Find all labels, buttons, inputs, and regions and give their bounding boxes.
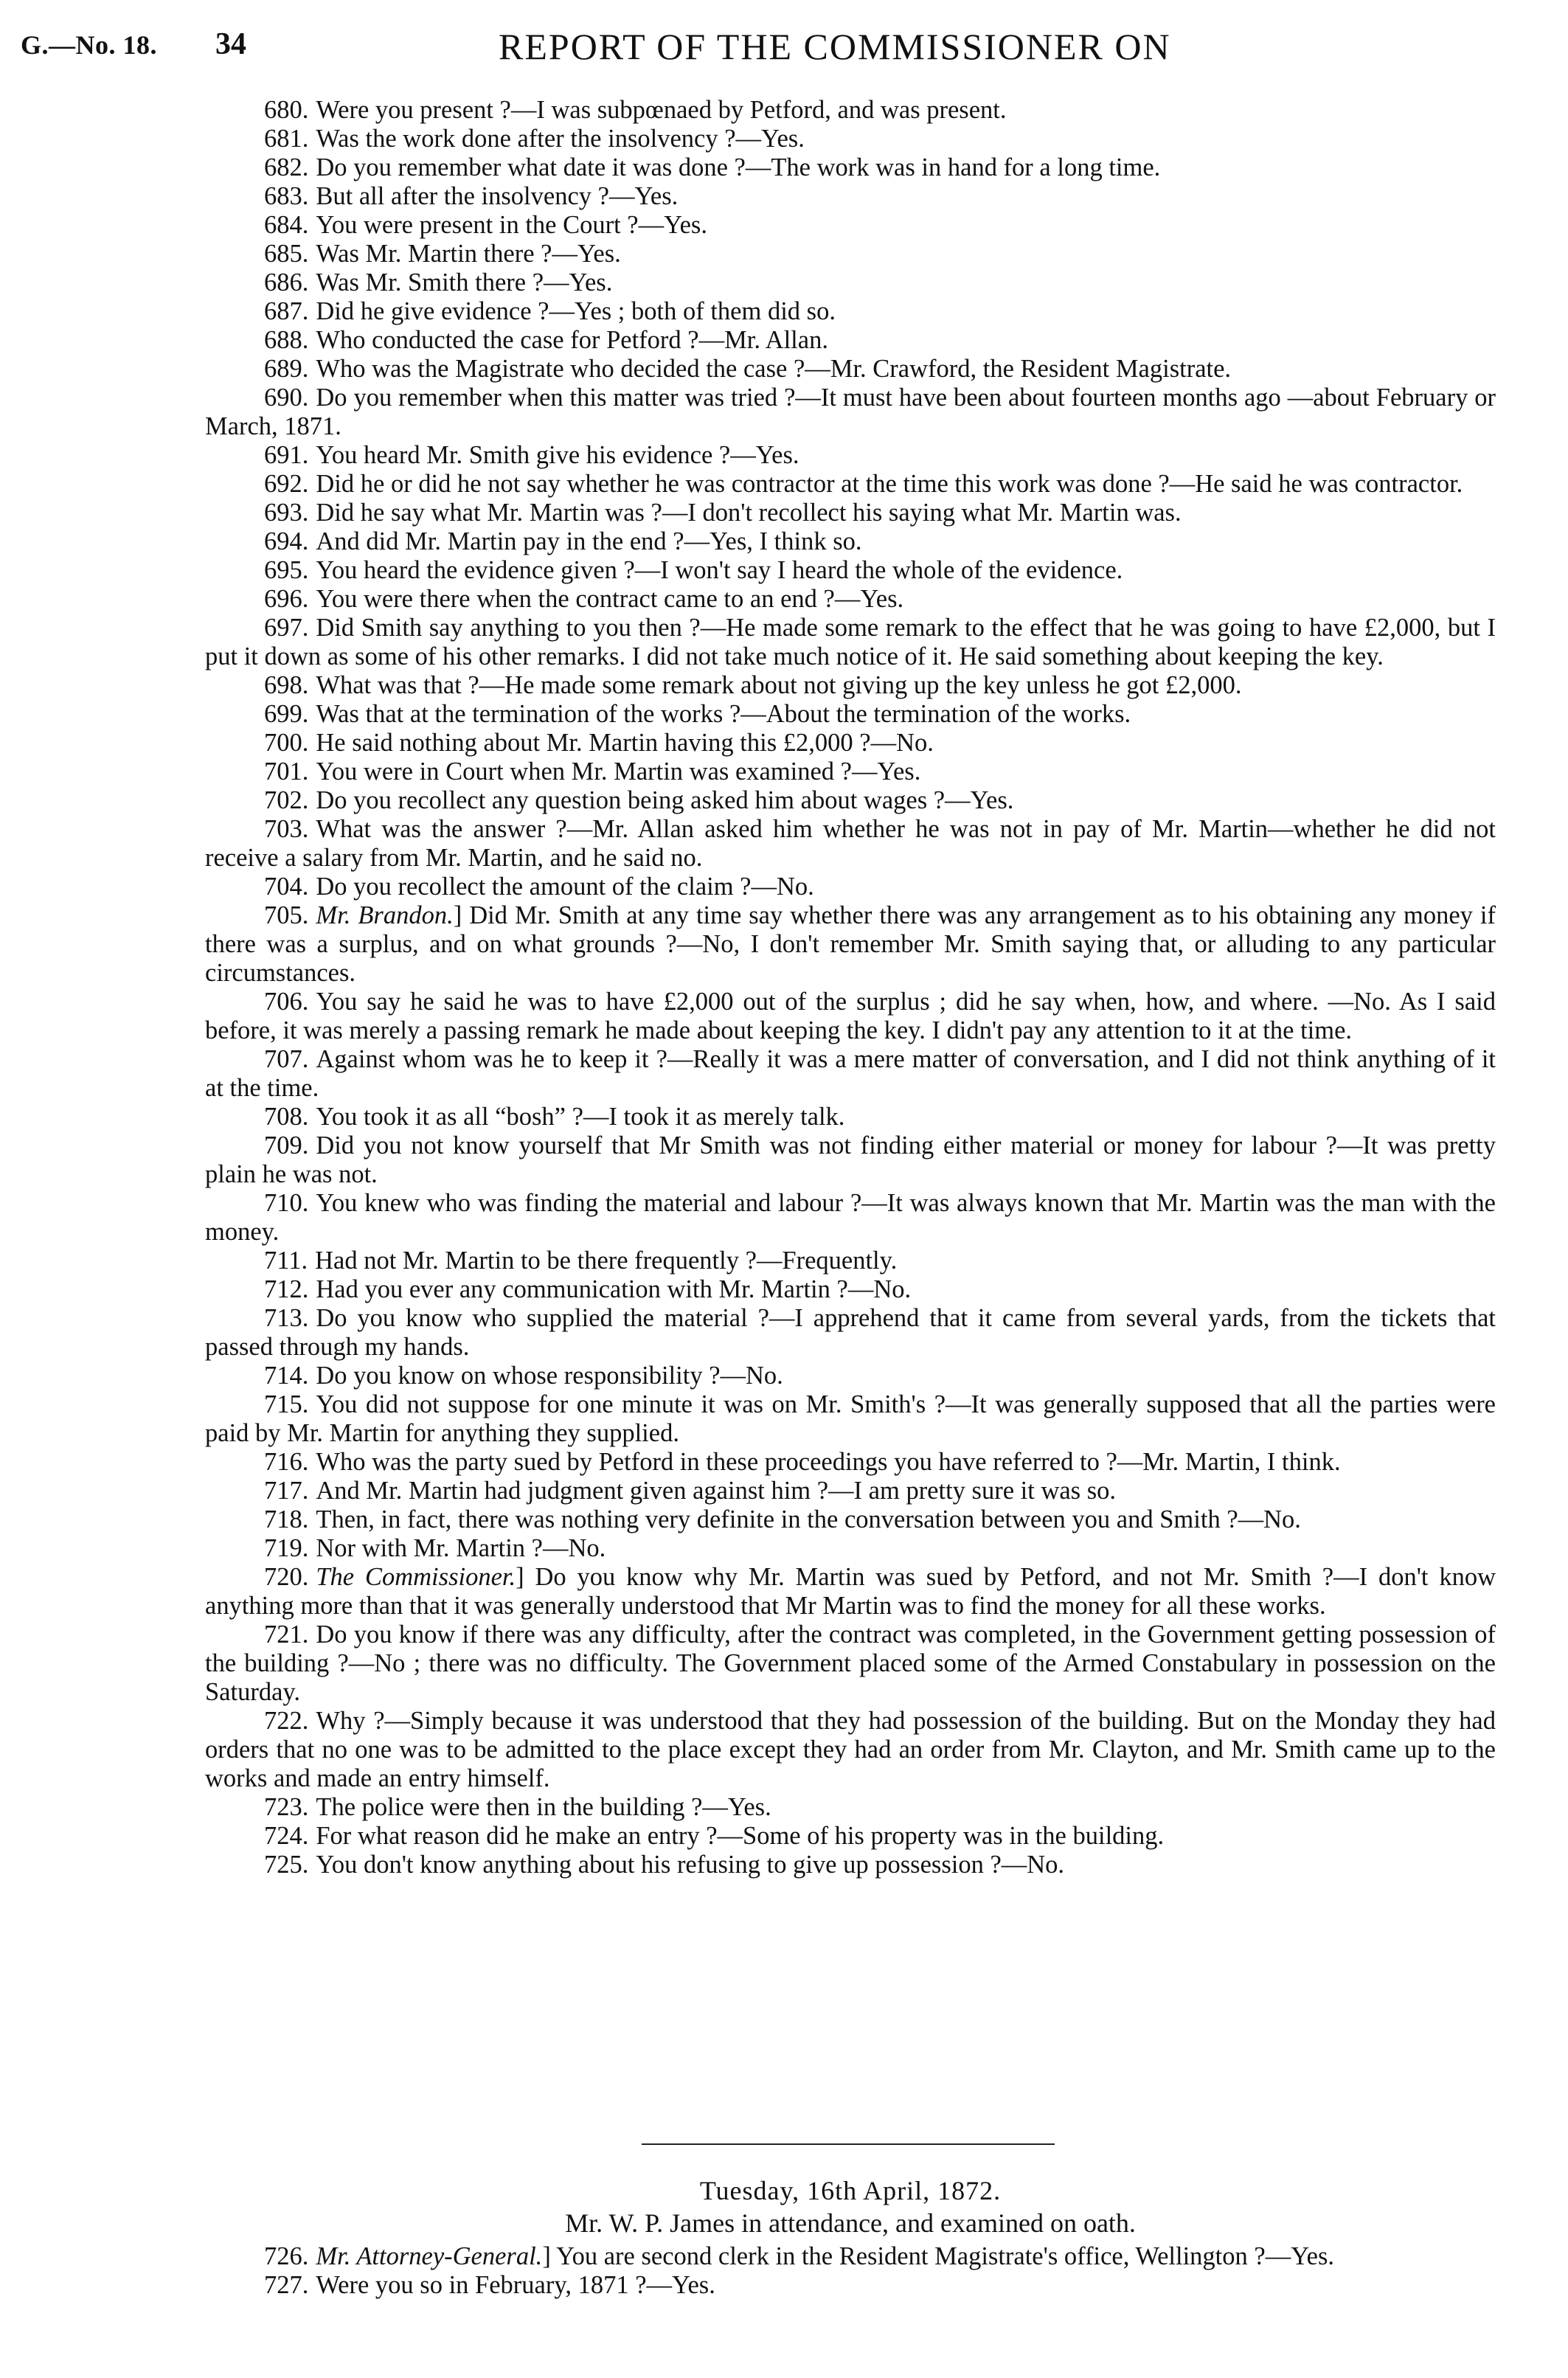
question-number: 684. (264, 211, 309, 239)
question-number: 692. (264, 470, 309, 498)
qa-text: Were you present ?—I was subpœnaed by Petford, and was present. (316, 96, 1007, 124)
qa-item (205, 786, 1496, 815)
qa-text: You are second clerk in the Resident Magistrate's office, Wellington ?—Yes. (556, 2242, 1335, 2270)
qa-item (205, 614, 1496, 671)
qa-text: Do you remember what date it was done ?—The work was in hand for a long time. (316, 153, 1161, 181)
qa-text: Was that at the termination of the works ?—About the termination of the works. (316, 700, 1131, 728)
qa-text: What was that ?—He made some remark about not giving up the key unless he got £2,000. (316, 671, 1242, 699)
question-number: 691. (264, 441, 309, 469)
question-number: 702. (264, 786, 309, 814)
qa-text: Was the work done after the insolvency ?—Yes. (316, 125, 805, 153)
question-number: 706. (264, 988, 309, 1016)
qa-item (205, 125, 1496, 153)
qa-text: You heard the evidence given ?—I won't say I heard the whole of the evidence. (316, 556, 1123, 584)
question-number: 716. (264, 1448, 309, 1476)
qa-text: Did he or did he not say whether he was contractor at the time this work was done ?—He said he was contractor. (316, 470, 1463, 498)
question-number: 711. (264, 1247, 308, 1275)
question-number: 707. (264, 1045, 309, 1073)
qa-text: Was Mr. Martin there ?—Yes. (316, 240, 621, 268)
question-number: 713. (264, 1304, 309, 1332)
question-number: 696. (264, 585, 309, 613)
question-number: 695. (264, 556, 309, 584)
qa-text: Do you know who supplied the material ?—I apprehend that it came from several yards, from the tickets that passed through my hands. (205, 1304, 1496, 1361)
paper-reference: G.—No. 18. (21, 30, 157, 60)
qa-item (205, 1822, 1496, 1851)
qa-text: Against whom was he to keep it ?—Really it was a mere matter of conversation, and I did not think anything of it at the time. (205, 1045, 1496, 1102)
qa-text: You were in Court when Mr. Martin was examined ?—Yes. (316, 758, 921, 786)
qa-item (205, 470, 1496, 499)
qa-text: Who was the party sued by Petford in these proceedings you have referred to ?—Mr. Martin, I think. (316, 1448, 1341, 1476)
speaker-label: The Commissioner. (316, 1563, 516, 1591)
qa-text: And did Mr. Martin pay in the end ?—Yes, I think so. (316, 527, 862, 555)
question-number: 680. (264, 96, 309, 124)
question-number: 690. (264, 384, 309, 412)
attendance-line: Mr. W. P. James in attendance, and examined on oath. (565, 2208, 1136, 2238)
qa-item (205, 268, 1496, 297)
qa-item (205, 1275, 1496, 1304)
qa-item (205, 240, 1496, 268)
question-number: 709. (264, 1131, 309, 1159)
qa-text: What was the answer ?—Mr. Allan asked him whether he was not in pay of Mr. Martin—whether he did not receive a salary from Mr. Martin, and he said no. (205, 815, 1496, 872)
qa-item (205, 1103, 1496, 1131)
qa-item (205, 1534, 1496, 1563)
qa-item (205, 441, 1496, 470)
qa-text: Do you recollect any question being asked him about wages ?—Yes. (316, 786, 1014, 814)
question-number: 698. (264, 671, 309, 699)
qa-item (205, 499, 1496, 527)
qa-item (205, 1707, 1496, 1793)
qa-text: Were you so in February, 1871 ?—Yes. (316, 2271, 715, 2299)
qa-item (205, 1045, 1496, 1103)
speaker-label: Mr. Attorney-General. (316, 2242, 543, 2270)
qa-text: Do you know if there was any difficulty, after the contract was completed, in the Government getting possession of the building ?—No ; there was no difficulty. The Government placed some of the Armed Constabulary in possession on the Saturday. (205, 1620, 1496, 1706)
question-number: 689. (264, 355, 309, 383)
qa-item (205, 585, 1496, 614)
session-date: Tuesday, 16th April, 1872. (699, 2176, 1002, 2205)
question-number: 700. (264, 729, 309, 757)
qa-text: Do you know why Mr. Martin was sued by Petford, and not Mr. Smith ?—I don't know anything more than that it was generally understood that Mr Martin was to find the money for all these works. (205, 1563, 1496, 1620)
question-number: 687. (264, 297, 309, 325)
qa-item (205, 1448, 1496, 1477)
qa-item (205, 153, 1496, 182)
question-number: 705. (264, 901, 309, 929)
qa-text: Do you remember when this matter was tried ?—It must have been about fourteen months ago —about February or March, 1871. (205, 384, 1496, 440)
qa-text: Then, in fact, there was nothing very definite in the conversation between you and Smith ?—No. (316, 1505, 1301, 1533)
question-number: 712. (264, 1275, 309, 1303)
qa-item (205, 1189, 1496, 1247)
qa-text: Do you recollect the amount of the claim ?—No. (316, 873, 814, 901)
qa-text: Who conducted the case for Petford ?—Mr. Allan. (316, 326, 828, 354)
question-number: 703. (264, 815, 309, 843)
qa-text: Did Smith say anything to you then ?—He made some remark to the effect that he was going to have £2,000, but I put it down as some of his other remarks. I did not take much notice of it. He said something about keeping the key. (205, 614, 1496, 670)
qa-item (205, 1620, 1496, 1707)
qa-item (205, 1793, 1496, 1822)
question-number: 710. (264, 1189, 309, 1217)
qa-item (205, 384, 1496, 441)
qa-item (205, 873, 1496, 901)
question-number: 722. (264, 1707, 309, 1735)
qa-text: You heard Mr. Smith give his evidence ?—Yes. (316, 441, 799, 469)
question-number: 721. (264, 1620, 309, 1649)
qa-text: You knew who was finding the material and labour ?—It was always known that Mr. Martin was the man with the money. (205, 1189, 1496, 1246)
question-number: 718. (264, 1505, 309, 1533)
question-number: 697. (264, 614, 309, 642)
qa-item (205, 1131, 1496, 1189)
qa-item (205, 355, 1496, 384)
session-block (205, 2174, 1496, 2300)
question-number: 685. (264, 240, 309, 268)
question-number: 693. (264, 499, 309, 527)
qa-item (205, 1390, 1496, 1448)
qa-item: 705. Mr. Brandon.] Did Mr. Smith at any time say whether there was any arrangement as to his obtaining any money if there was a surplus, and on what grounds ?—No, I don't remember Mr. Smith saying that, or alluding to any particular circumstances. (205, 901, 1496, 987)
qa-text: Had not Mr. Martin to be there frequently ?—Frequently. (315, 1247, 898, 1275)
qa-list (205, 96, 1496, 1879)
qa-text: You don't know anything about his refusing to give up possession ?—No. (316, 1851, 1065, 1879)
page-header (0, 22, 1568, 74)
speaker-label: Mr. Brandon. (316, 901, 454, 929)
qa-item (205, 1477, 1496, 1505)
qa-text: You were there when the contract came to an end ?—Yes. (316, 585, 904, 613)
qa-text: Did he give evidence ?—Yes ; both of them did so. (316, 297, 836, 325)
qa-text: The police were then in the building ?—Yes. (316, 1793, 771, 1821)
question-number: 726. (264, 2242, 309, 2270)
question-number: 681. (264, 125, 309, 153)
qa-item (205, 556, 1496, 585)
question-number: 682. (264, 153, 309, 181)
qa-item (205, 729, 1496, 758)
qa-item (205, 1851, 1496, 1879)
question-number: 725. (264, 1851, 309, 1879)
question-number: 719. (264, 1534, 309, 1562)
qa-item (205, 182, 1496, 211)
qa-text: Nor with Mr. Martin ?—No. (316, 1534, 606, 1562)
qa-text: He said nothing about Mr. Martin having this £2,000 ?—No. (316, 729, 934, 757)
question-number: 704. (264, 873, 309, 901)
qa-text: Was Mr. Smith there ?—Yes. (316, 268, 613, 297)
qa-text: Do you know on whose responsibility ?—No. (316, 1362, 783, 1390)
question-number: 683. (264, 182, 309, 210)
question-number: 699. (264, 700, 309, 728)
qa-item (205, 96, 1496, 125)
qa-text: You did not suppose for one minute it was on Mr. Smith's ?—It was generally supposed that all the parties were paid by Mr. Martin for anything they supplied. (205, 1390, 1496, 1447)
question-number: 694. (264, 527, 309, 555)
session-qa-list (205, 2242, 1496, 2300)
qa-item (205, 758, 1496, 786)
question-number: 715. (264, 1390, 309, 1418)
qa-text: And Mr. Martin had judgment given against him ?—I am pretty sure it was so. (316, 1477, 1117, 1505)
qa-text: For what reason did he make an entry ?—Some of his property was in the building. (316, 1822, 1165, 1850)
qa-item: 726. Mr. Attorney-General.] You are second clerk in the Resident Magistrate's office, Wellington ?—Yes. (264, 2242, 1335, 2270)
qa-item (205, 1505, 1496, 1534)
question-number: 688. (264, 326, 309, 354)
qa-text: You say he said he was to have £2,000 out of the surplus ; did he say when, how, and where. —No. As I said before, it was merely a passing remark he made about keeping the key. I didn't pay any attention to it at the time. (205, 988, 1496, 1044)
qa-text: You took it as all “bosh” ?—I took it as merely talk. (316, 1103, 845, 1131)
question-number: 714. (264, 1362, 309, 1390)
question-number: 686. (264, 268, 309, 297)
running-title: REPORT OF THE COMMISSIONER ON (499, 26, 1171, 67)
section-divider (642, 2143, 1055, 2145)
qa-item (205, 671, 1496, 700)
qa-text: Had you ever any communication with Mr. Martin ?—No. (316, 1275, 912, 1303)
qa-item (205, 700, 1496, 729)
question-number: 724. (264, 1822, 309, 1850)
qa-item (205, 2271, 1496, 2300)
qa-text: Did he say what Mr. Martin was ?—I don't recollect his saying what Mr. Martin was. (316, 499, 1182, 527)
qa-item (205, 1304, 1496, 1362)
question-number: 717. (264, 1477, 309, 1505)
qa-text: You were present in the Court ?—Yes. (316, 211, 707, 239)
qa-text: Did you not know yourself that Mr Smith was not finding either material or money for labour ?—It was pretty plain he was not. (205, 1131, 1496, 1188)
qa-item: 720. The Commissioner.] Do you know why Mr. Martin was sued by Petford, and not Mr. Smith ?—I don't know anything more than that it was generally understood that Mr Martin was to find the money for all these works. (205, 1563, 1496, 1620)
qa-item (205, 326, 1496, 355)
qa-item (205, 297, 1496, 326)
qa-text: Who was the Magistrate who decided the case ?—Mr. Crawford, the Resident Magistrate. (316, 355, 1232, 383)
qa-item (205, 815, 1496, 873)
qa-item (205, 1362, 1496, 1390)
qa-text: Did Mr. Smith at any time say whether there was any arrangement as to his obtaining any money if there was a surplus, and on what grounds ?—No, I don't remember Mr. Smith saying that, or alluding to any particular circumstances. (205, 901, 1496, 987)
qa-text: But all after the insolvency ?—Yes. (316, 182, 679, 210)
question-number: 701. (264, 758, 309, 786)
qa-item (205, 527, 1496, 556)
qa-text: Why ?—Simply because it was understood that they had possession of the building. But on the Monday they had orders that no one was to be admitted to the place except they had an order from Mr. Clayton, and Mr. Smith came up to the works and made an entry himself. (205, 1707, 1496, 1792)
qa-item (205, 211, 1496, 240)
question-number: 720. (264, 1563, 309, 1591)
qa-item (205, 1247, 1496, 1275)
question-number: 727. (264, 2271, 309, 2299)
question-number: 708. (264, 1103, 309, 1131)
qa-item (205, 988, 1496, 1045)
page-number: 34 (215, 27, 246, 61)
question-number: 723. (264, 1793, 309, 1821)
